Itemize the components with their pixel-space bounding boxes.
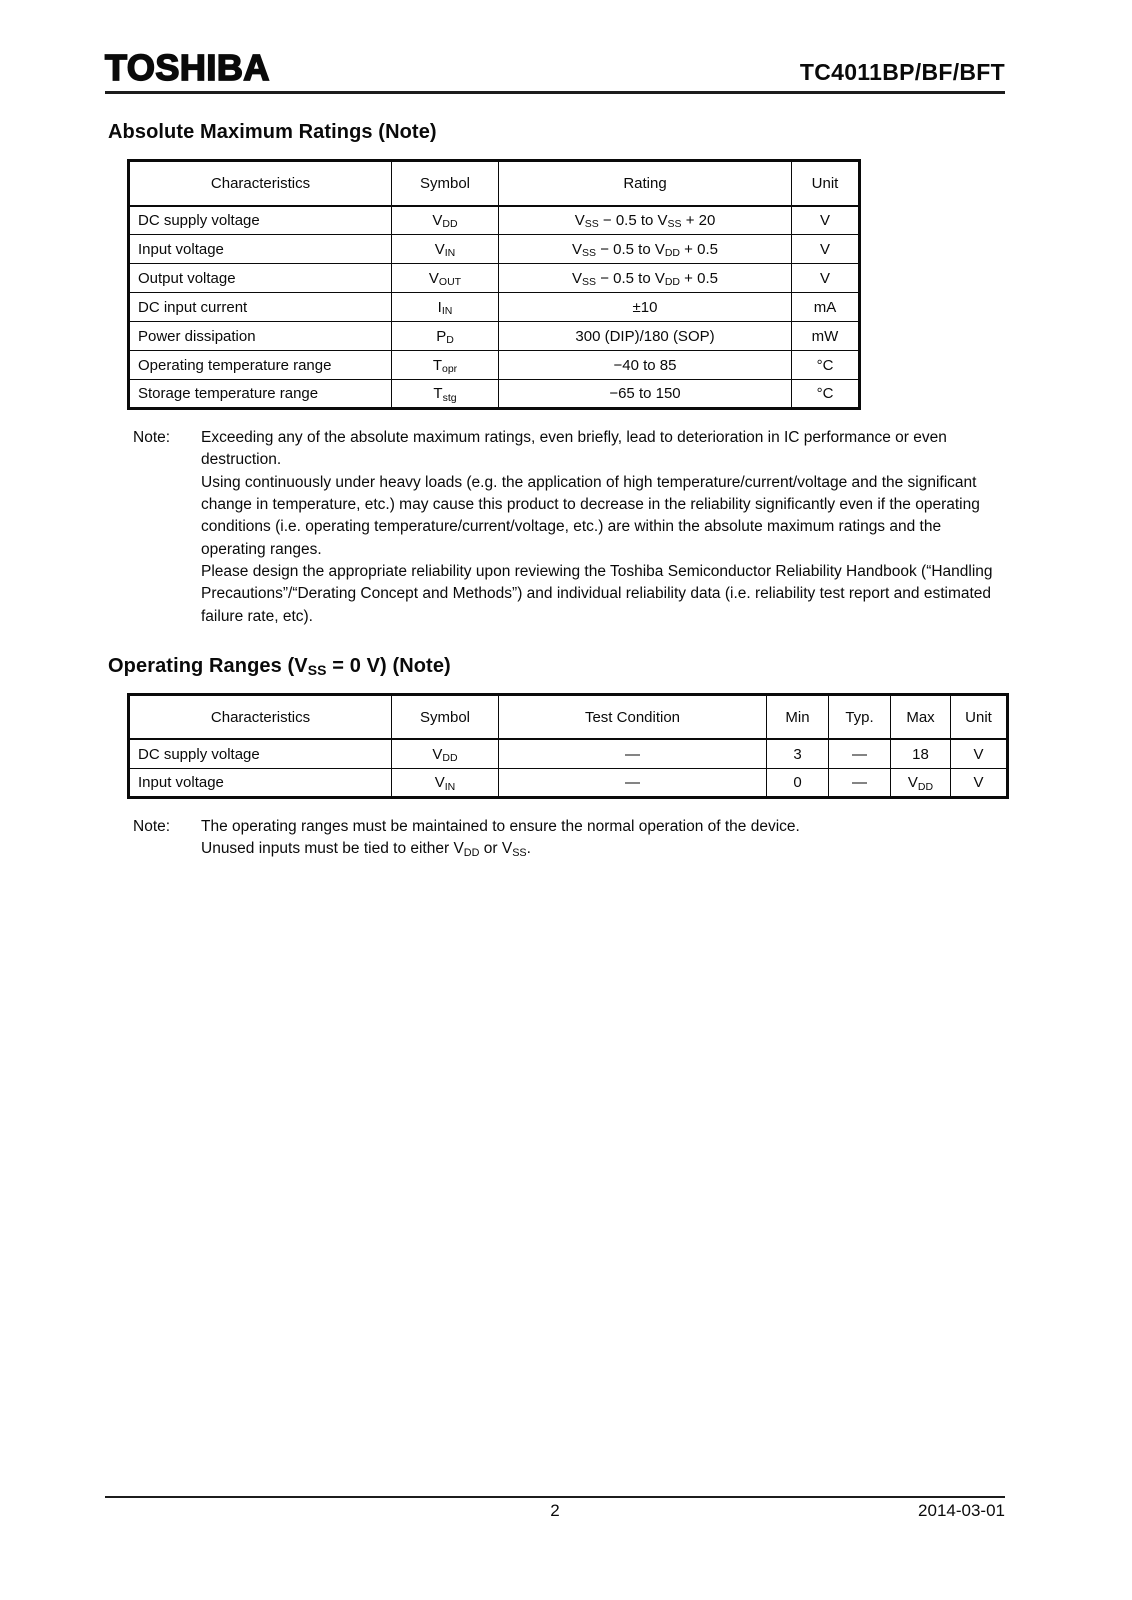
symbol-cell: $P_D$ xyxy=(392,322,499,351)
column-header-characteristics: Characteristics xyxy=(129,694,392,739)
symbol-cell: $V_{DD}$ xyxy=(392,206,499,235)
note-label: Note: xyxy=(133,429,171,446)
table-row xyxy=(129,293,860,322)
rating-cell: −40 to 85 xyxy=(499,351,792,380)
characteristics-cell: DC supply voltage xyxy=(129,739,392,768)
table-row xyxy=(129,206,860,235)
operating-ranges-note xyxy=(133,816,1132,861)
note-paragraph: Exceeding any of the absolute maximum ratings, even briefly, lead to deterioration in IC performance or even destruction. xyxy=(201,429,947,469)
characteristics-cell: Output voltage xyxy=(129,264,392,293)
test-condition-cell: — xyxy=(499,739,767,768)
symbol-cell: $V_{DD}$ xyxy=(392,739,499,768)
unit-cell: mW xyxy=(792,322,860,351)
symbol-cell: $V_{IN}$ xyxy=(392,235,499,264)
characteristics-cell: Storage temperature range xyxy=(129,380,392,409)
rating-cell: $V_{SS} - 0.5$ to $V_{DD} + 0.5$ xyxy=(499,264,792,293)
characteristics-cell: DC supply voltage xyxy=(129,206,392,235)
part-number: TC4011BP/BF/BFT xyxy=(799,59,1005,85)
unit-cell: °C xyxy=(792,380,860,409)
unit-cell: V xyxy=(792,264,860,293)
unit-cell: °C xyxy=(792,351,860,380)
note-body xyxy=(201,816,997,861)
rating-cell: $V_{SS} - 0.5$ to $V_{SS} + 20$ xyxy=(499,206,792,235)
note-paragraph: Unused inputs must be tied to either $V_{DD}$ or $V_{SS}$. xyxy=(201,840,531,859)
rating-cell: −65 to 150 xyxy=(499,380,792,409)
operating-ranges-table xyxy=(127,693,1009,799)
table-row xyxy=(129,264,860,293)
column-header-symbol: Symbol xyxy=(392,694,499,739)
page-number: 2 xyxy=(550,1501,560,1520)
column-header-characteristics: Characteristics xyxy=(129,161,392,206)
table-row xyxy=(129,351,860,380)
symbol-cell: $I_{IN}$ xyxy=(392,293,499,322)
absolute-maximum-ratings-table xyxy=(127,159,861,410)
symbol-cell: $V_{IN}$ xyxy=(392,768,499,797)
unit-cell: V xyxy=(792,206,860,235)
table-row xyxy=(129,739,1008,768)
table-header-row xyxy=(129,694,1008,739)
table-row xyxy=(129,322,860,351)
min-cell: 3 xyxy=(767,739,829,768)
column-header-rating: Rating xyxy=(499,161,792,206)
page-header xyxy=(105,47,1005,88)
characteristics-cell: Operating temperature range xyxy=(129,351,392,380)
table-row xyxy=(129,380,860,409)
absolute-maximum-ratings-note xyxy=(133,427,1132,628)
max-cell: 18 xyxy=(891,739,951,768)
symbol-cell: $T_{stg}$ xyxy=(392,380,499,409)
typ-cell: — xyxy=(829,739,891,768)
note-paragraph: The operating ranges must be maintained to ensure the normal operation of the device. xyxy=(201,817,800,835)
rating-cell: $V_{SS} - 0.5$ to $V_{DD} + 0.5$ xyxy=(499,235,792,264)
unit-cell: V xyxy=(951,739,1008,768)
column-header-symbol: Symbol xyxy=(392,161,499,206)
column-header-max: Max xyxy=(891,694,951,739)
unit-cell: mA xyxy=(792,293,860,322)
unit-cell: V xyxy=(951,768,1008,797)
symbol-cell: $V_{OUT}$ xyxy=(392,264,499,293)
test-condition-cell: — xyxy=(499,768,767,797)
section-title-operating-ranges: Operating Ranges ($V_{SS} = 0$ V) (Note) xyxy=(108,654,451,679)
page-footer xyxy=(105,1496,1005,1521)
characteristics-cell: Input voltage xyxy=(129,235,392,264)
column-header-min: Min xyxy=(767,694,829,739)
note-label: Note: xyxy=(133,817,171,835)
column-header-test-condition: Test Condition xyxy=(499,694,767,739)
characteristics-cell: Power dissipation xyxy=(129,322,392,351)
note-body xyxy=(201,427,997,628)
column-header-typ: Typ. xyxy=(829,694,891,739)
table-header-row xyxy=(129,161,860,206)
typ-cell: — xyxy=(829,768,891,797)
characteristics-cell: DC input current xyxy=(129,293,392,322)
symbol-cell: $T_{opr}$ xyxy=(392,351,499,380)
footer-date: 2014-03-01 xyxy=(918,1501,1005,1520)
header-rule xyxy=(105,91,1005,94)
table-row xyxy=(129,235,860,264)
note-paragraph: Using continuously under heavy loads (e.g. the application of high temperature/current/voltage and the significant change in temperature, etc.) may cause this product to decrease in the reliability significantly even if the operating conditions (i.e. operating temperature/current/voltage, etc.) are within the absolute maximum ratings and the operating ranges. xyxy=(201,473,980,558)
min-cell: 0 xyxy=(767,768,829,797)
unit-cell: V xyxy=(792,235,860,264)
rating-cell: 300 (DIP)/180 (SOP) xyxy=(499,322,792,351)
column-header-unit: Unit xyxy=(792,161,860,206)
note-paragraph: Please design the appropriate reliability upon reviewing the Toshiba Semiconductor Reliability Handbook (“Handling Precautions”/“Derating Concept and Methods”) and individual reliability data (i.e. reliability test report and estimated failure rate, etc). xyxy=(201,562,993,625)
max-cell: $V_{DD}$ xyxy=(891,768,951,797)
column-header-unit: Unit xyxy=(951,694,1008,739)
toshiba-logo: TOSHIBA xyxy=(105,47,270,88)
characteristics-cell: Input voltage xyxy=(129,768,392,797)
rating-cell: ±10 xyxy=(499,293,792,322)
table-row xyxy=(129,768,1008,797)
section-title-absolute-maximum-ratings: Absolute Maximum Ratings (Note) xyxy=(108,121,437,143)
